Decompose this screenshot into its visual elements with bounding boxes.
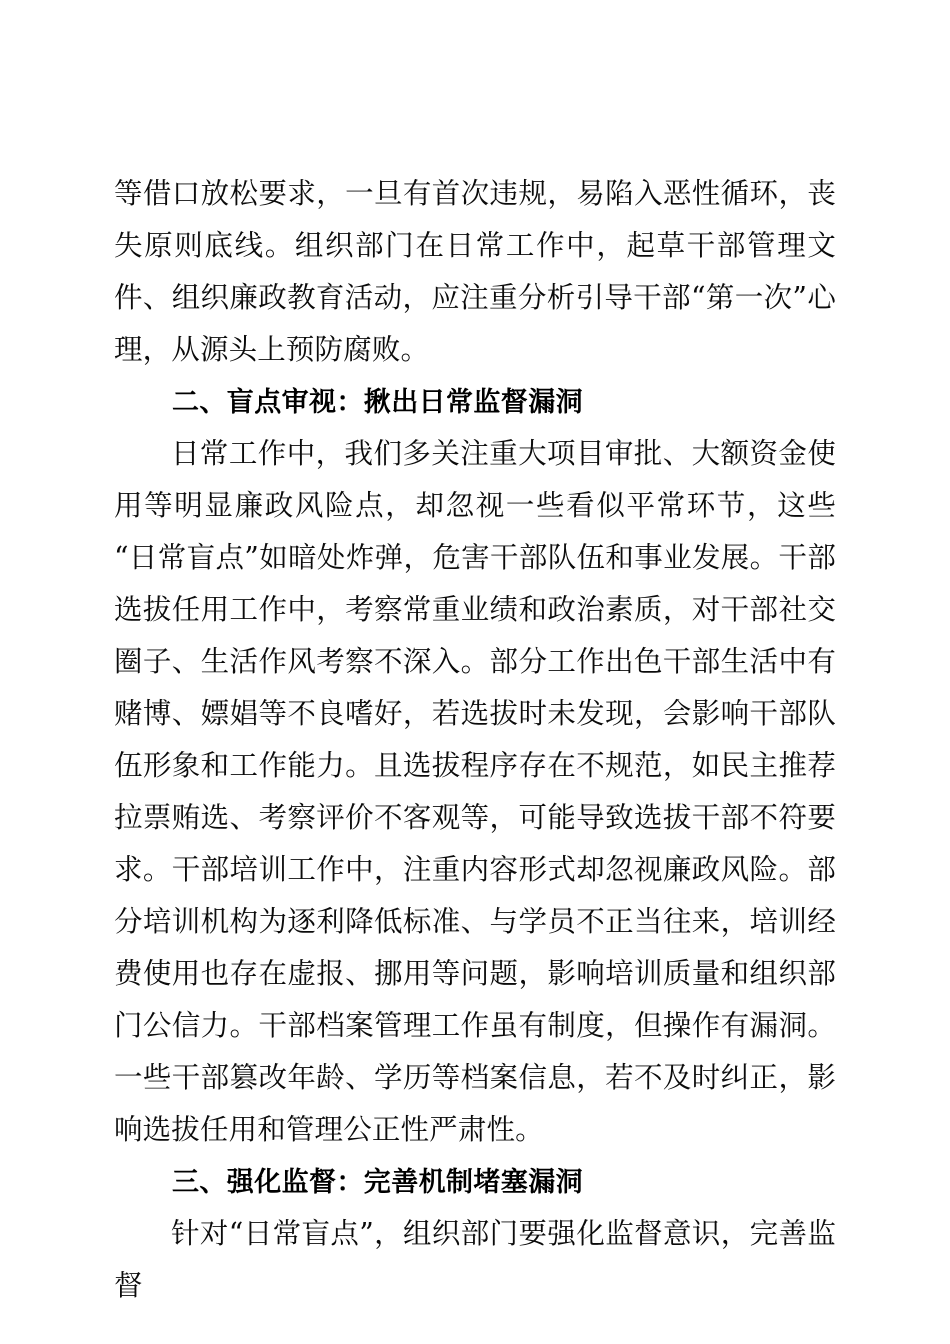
- paragraph-section-two-body: 日常工作中，我们多关注重大项目审批、大额资金使用等明显廉政风险点，却忽视一些看似平常环节，这些“日常盲点”如暗处炸弹，危害干部队伍和事业发展。干部选拔任用工作中，考察常重业绩和政治素质，对干部社交圈子、生活作风考察不深入。部分工作出色干部生活中有赌博、嫖娼等不良嗜好，若选拔时未发现，会影响干部队伍形象和工作能力。且选拔程序存在不规范，如民主推荐拉票贿选、考察评价不客观等，可能导致选拔干部不符要求。干部培训工作中，注重内容形式却忽视廉政风险。部分培训机构为逐利降低标准、与学员不正当往来，培训经费使用也存在虚报、挪用等问题，影响培训质量和组织部门公信力。干部档案管理工作虽有制度，但操作有漏洞。一些干部篡改年龄、学历等档案信息，若不及时纠正，影响选拔任用和管理公正性严肃性。: [114, 437, 836, 1146]
- heading-section-two: 二、盲点审视：揪出日常监督漏洞: [172, 387, 583, 417]
- page-bottom-spacer: [114, 1312, 836, 1313]
- paragraph-section-three-body: 针对“日常盲点”，组织部门要强化监督意识，完善监督: [114, 1217, 836, 1302]
- paragraph-continued-first-time-psychology: 等借口放松要求，一旦有首次违规，易陷入恶性循环，丧失原则底线。组织部门在日常工作中，起草干部管理文件、组织廉政教育活动，应注重分析引导干部“第一次”心理，从源头上预防腐败。: [114, 177, 836, 366]
- document-text-column: [114, 168, 836, 1313]
- heading-section-three: 三、强化监督：完善机制堵塞漏洞: [172, 1167, 583, 1197]
